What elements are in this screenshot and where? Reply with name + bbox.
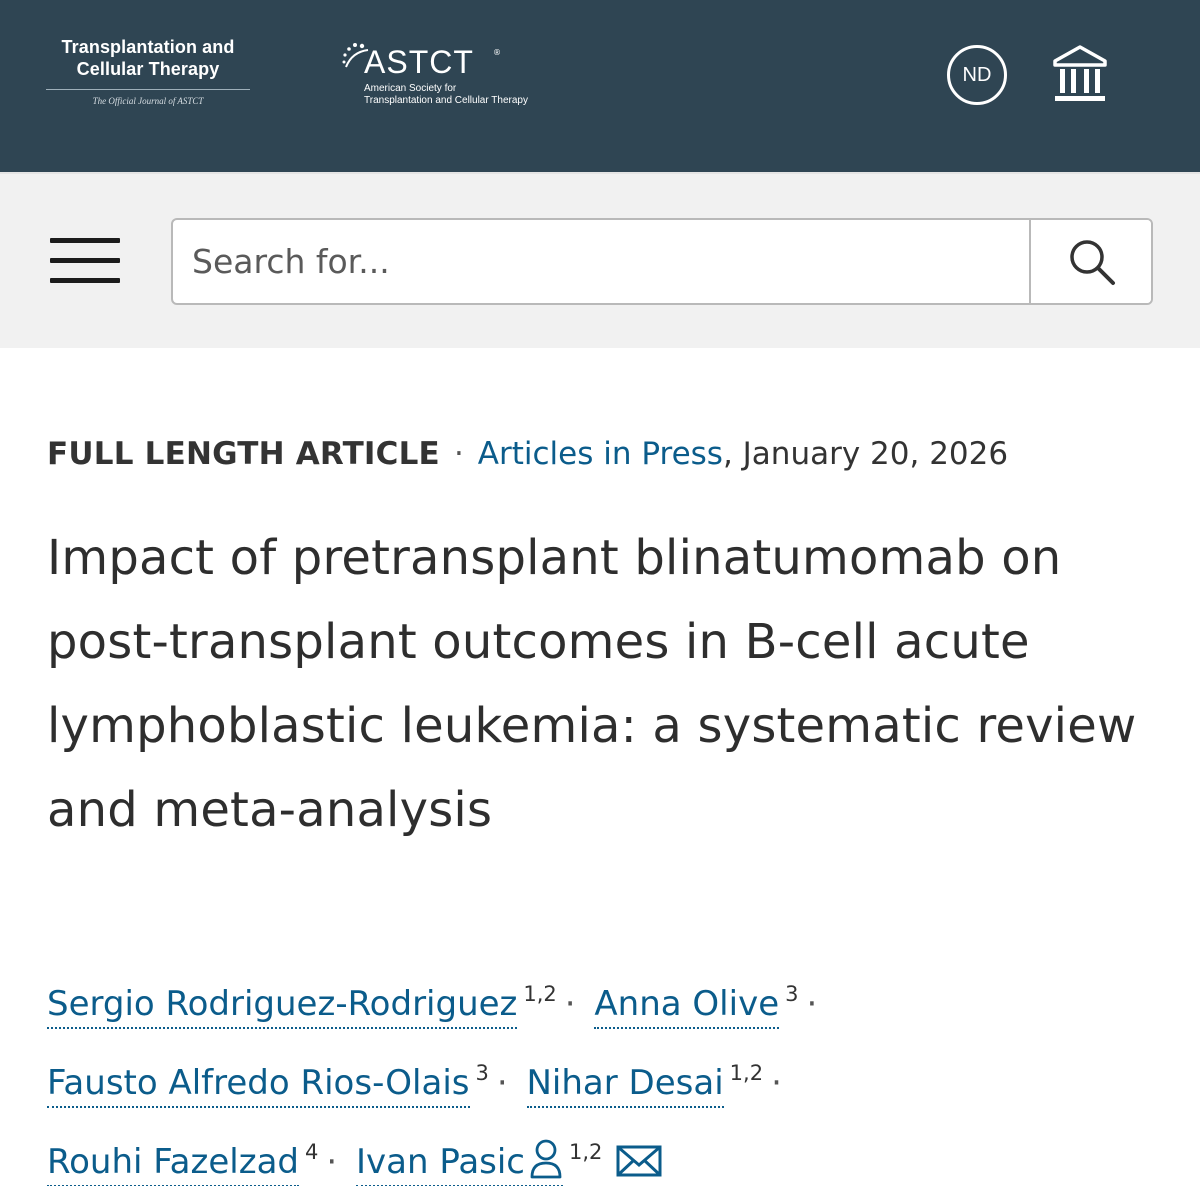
author-separator: · xyxy=(771,1063,782,1103)
author-item xyxy=(47,984,557,1024)
society-logo-registered: ® xyxy=(493,48,501,57)
author-link[interactable]: Rouhi Fazelzad xyxy=(47,1142,299,1186)
author-link[interactable] xyxy=(356,1142,563,1186)
author-name: Ivan Pasic xyxy=(356,1142,526,1182)
author-link[interactable]: Anna Olive xyxy=(594,984,779,1029)
search-bar-region xyxy=(0,172,1200,348)
author-item xyxy=(47,1142,318,1182)
society-logo-name: ASTCT xyxy=(364,44,474,80)
bank-building-icon xyxy=(1052,44,1108,104)
menu-line xyxy=(50,258,120,263)
author-affiliation: 1,2 xyxy=(569,1140,603,1164)
user-avatar-button[interactable] xyxy=(947,45,1007,105)
journal-logo-tagline: The Official Journal of ASTCT xyxy=(92,96,204,106)
meta-separator: · xyxy=(453,436,464,472)
author-link[interactable]: Fausto Alfredo Rios-Olais xyxy=(47,1063,470,1108)
search-icon xyxy=(1067,238,1117,286)
search-input[interactable] xyxy=(173,220,1029,303)
journal-logo[interactable] xyxy=(46,36,250,112)
author-separator: · xyxy=(564,984,576,1024)
author-separator: · xyxy=(326,1142,338,1182)
society-logo[interactable] xyxy=(340,40,560,112)
author-affiliation: 4 xyxy=(305,1140,319,1164)
articles-in-press-link[interactable]: Articles in Press xyxy=(477,436,723,472)
author-affiliation: 3 xyxy=(785,982,799,1006)
author-affiliation: 3 xyxy=(475,1061,489,1085)
hamburger-menu-icon[interactable] xyxy=(50,236,120,286)
article-title: Impact of pretransplant blinatumomab on post-transplant outcomes in B-cell acute lymphoblastic leukemia: a systematic review and meta-analysis xyxy=(47,530,1137,838)
author-item xyxy=(594,984,798,1024)
journal-logo-divider xyxy=(46,89,250,90)
author-separator: · xyxy=(806,984,818,1024)
author-affiliation: 1,2 xyxy=(729,1061,764,1085)
author-affiliation: 1,2 xyxy=(523,982,557,1006)
journal-logo-line2: Cellular Therapy xyxy=(76,59,220,79)
search-button[interactable] xyxy=(1029,220,1153,303)
article-type: FULL LENGTH ARTICLE xyxy=(47,436,440,472)
author-list xyxy=(47,960,1157,1186)
society-logo-subtitle-2: Transplantation and Cellular Therapy xyxy=(364,95,528,106)
author-item xyxy=(527,1063,764,1103)
author-separator: · xyxy=(496,1063,508,1103)
author-link[interactable]: Nihar Desai xyxy=(527,1063,724,1108)
author-item xyxy=(356,1142,662,1182)
author-item xyxy=(47,1063,489,1103)
article-meta xyxy=(47,432,1157,476)
site-header xyxy=(0,0,1200,172)
mail-icon[interactable] xyxy=(616,1132,662,1186)
institution-access-button[interactable] xyxy=(1052,44,1108,104)
user-initials: ND xyxy=(962,63,992,86)
menu-line xyxy=(50,238,120,243)
menu-line xyxy=(50,278,120,283)
society-logo-subtitle-1: American Society for xyxy=(364,83,457,94)
journal-logo-line1: Transplantation and xyxy=(61,37,235,57)
person-icon xyxy=(529,1139,563,1179)
search-box xyxy=(171,218,1153,305)
publication-date: , January 20, 2026 xyxy=(722,436,1009,472)
author-link[interactable]: Sergio Rodriguez-Rodriguez xyxy=(47,984,517,1029)
